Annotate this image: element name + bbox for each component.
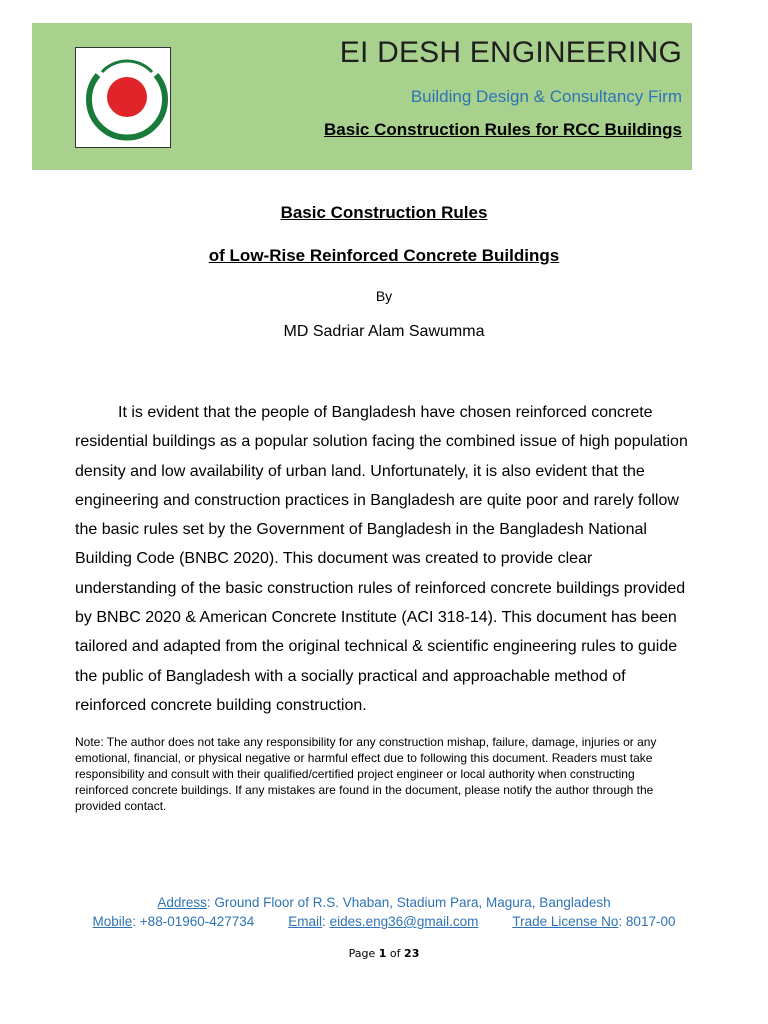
license-value: : 8017-00 <box>618 914 676 929</box>
document-title-line2: of Low-Rise Reinforced Concrete Buildings <box>208 246 560 265</box>
company-tagline: Building Design & Consultancy Firm <box>410 87 682 106</box>
byline-label: By <box>375 288 393 304</box>
license-label: Trade License No <box>512 914 619 929</box>
header-document-title: Basic Construction Rules for RCC Buildings <box>324 120 682 139</box>
total-pages: 23 <box>404 947 420 960</box>
footer-address <box>0 895 768 910</box>
mobile-value: : +88-01960-427734 <box>132 914 255 929</box>
document-title-line1: Basic Construction Rules <box>280 203 488 222</box>
author-name: MD Sadriar Alam Sawumma <box>283 323 485 340</box>
mobile-label: Mobile <box>92 914 133 929</box>
intro-paragraph: It is evident that the people of Bangladesh have chosen reinforced concrete residential buildings as a popular solution facing the combined issue of high population density and low availability of urban land. Unfortunately, it is also evident that the engineering and construction practices in Bangladesh are quite poor and rarely follow the basic rules set by the Government of Bangladesh in the Bangladesh National Building Code (BNBC 2020). This document was created to provide clear understanding of the basic construction rules of reinforced concrete buildings provided by BNBC 2020 & American Concrete Institute (ACI 318-14). This document has been tailored and adapted from the original technical & scientific engineering rules to guide the public of Bangladesh with a socially practical and approachable method of reinforced concrete building construction. <box>75 404 688 714</box>
letterhead <box>32 23 692 170</box>
company-logo <box>75 47 171 148</box>
current-page: 1 <box>378 947 387 960</box>
company-name: EI DESH ENGINEERING <box>339 36 682 69</box>
footer-contact: Mobile: +88-01960-427734 Email: eides.eng36@gmail.com Trade License No: 8017-00 <box>92 914 676 929</box>
logo-emblem-icon <box>76 48 170 147</box>
disclaimer-note: Note: The author does not take any responsibility for any construction mishap, failure, damage, injuries or any emotional, financial, or physical negative or harmful effect due to following this document. Readers must take responsibility and consult with their qualified/certified project engineer or local authority when constructing reinforced concrete buildings. If any mistakes are found in the document, please notify the author through the provided contact. <box>75 735 657 813</box>
address-label: Address <box>157 895 207 910</box>
email-link[interactable]: eides.eng36@gmail.com <box>329 914 479 929</box>
page-number: Page 1 of 23 <box>348 947 420 960</box>
email-label: Email <box>288 914 323 929</box>
address-value: : Ground Floor of R.S. Vhaban, Stadium Para, Magura, Bangladesh <box>206 895 611 910</box>
